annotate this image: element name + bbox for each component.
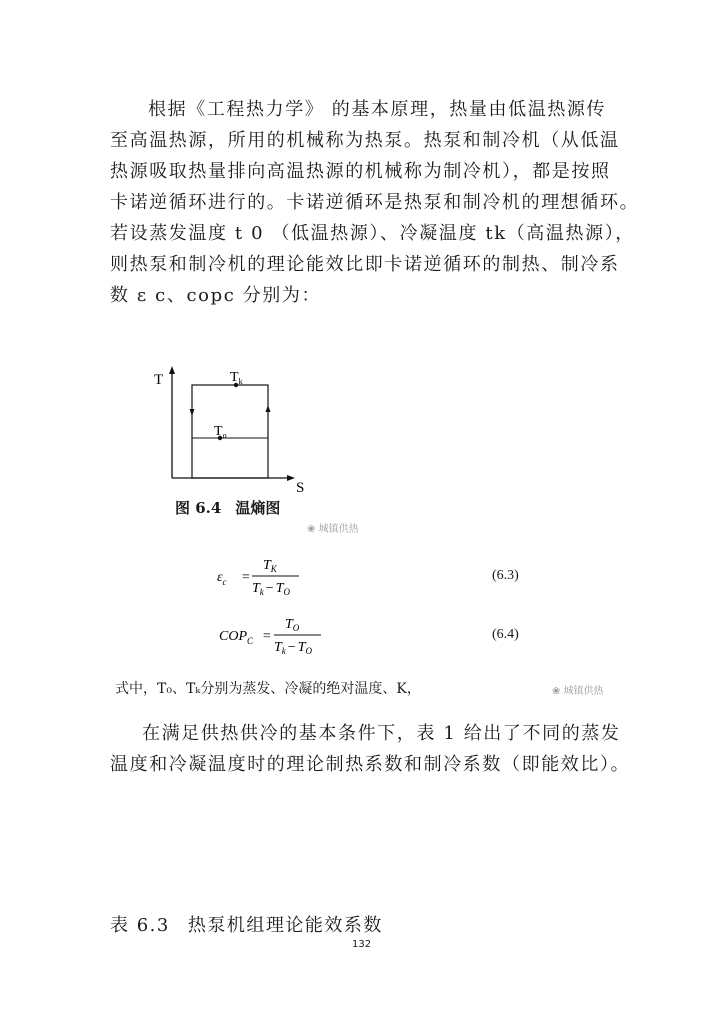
paragraph-line: 根据《工程热力学》 的基本原理，热量由低温热源传 xyxy=(148,99,607,120)
x-axis-label: S xyxy=(296,480,305,496)
equation-note: 式中，T₀、Tₖ分别为蒸发、冷凝的绝对温度、K， xyxy=(115,681,421,697)
paragraph-line: 数 ε c、copc 分别为： xyxy=(110,285,322,306)
paragraph-line: 若设蒸发温度 t 0 （低温热源）、冷凝温度 tk（高温热源）， xyxy=(110,223,635,244)
watermark-logo-icon: ❀ xyxy=(307,524,316,535)
arrow-left-side-down xyxy=(190,409,195,416)
watermark-text: 城镇供热 xyxy=(563,686,604,697)
equation-cooling-cop xyxy=(217,613,327,659)
arrow-right-side-up xyxy=(266,405,271,412)
carnot-cycle-rectangle xyxy=(192,385,268,478)
figure-caption-number: 图 6.4 xyxy=(175,499,222,517)
body-paragraph-1 xyxy=(110,94,640,311)
figure-caption-text: 温熵图 xyxy=(235,499,281,517)
y-axis-arrow xyxy=(169,366,175,374)
svg-text:TK: $T_K$ xyxy=(263,558,277,574)
watermark xyxy=(552,682,604,697)
watermark-text: 城镇供热 xyxy=(318,524,359,535)
svg-text:εc: $\varepsilon_c$ xyxy=(217,570,227,587)
paragraph-line: 则热泵和制冷机的理论能效比即卡诺逆循环的制热、制冷系 xyxy=(110,254,620,275)
svg-text:Tk−TO: $T_k - T_O$ xyxy=(274,640,312,656)
paragraph-line: 在满足供热供冷的基本条件下，表 1 给出了不同的蒸发 xyxy=(142,723,621,744)
svg-text:Tk−TO: $T_k - T_O$ xyxy=(252,581,290,597)
watermark xyxy=(307,520,359,535)
svg-text:TO: $T_O$ xyxy=(285,617,300,633)
body-paragraph-2 xyxy=(110,718,630,780)
figure-caption xyxy=(175,497,294,518)
watermark-logo-icon: ❀ xyxy=(552,686,561,697)
svg-text:=: = xyxy=(241,570,251,585)
svg-text:=: = xyxy=(262,629,272,644)
svg-text:COPC: $COP_C$ xyxy=(219,629,254,646)
y-axis-label: T xyxy=(154,372,164,388)
paragraph-line: 卡诺逆循环进行的。卡诺逆循环是热泵和制冷机的理想循环。 xyxy=(110,192,640,213)
table-caption xyxy=(110,911,401,937)
tk-label: $T_k$ xyxy=(230,370,243,386)
paragraph-line: 至高温热源，所用的机械称为热泵。热泵和制冷机（从低温 xyxy=(110,130,620,151)
page-number: 132 xyxy=(352,939,372,950)
x-axis-arrow xyxy=(287,475,295,481)
equation-number-6-3: (6.3) xyxy=(492,568,519,583)
equation-number-6-4: (6.4) xyxy=(492,627,519,642)
paragraph-line: 热源吸取热量排向高温热源的机械称为制冷机），都是按照 xyxy=(110,161,611,182)
table-caption-number: 表 6.3 xyxy=(110,915,170,936)
paragraph-line: 温度和冷凝温度时的理论制热系数和制冷系数（即能效比）。 xyxy=(110,754,631,775)
equation-heating-cop xyxy=(215,554,315,600)
to-label: $T_o$ xyxy=(214,424,227,440)
table-caption-title: 热泵机组理论能效系数 xyxy=(187,915,383,936)
